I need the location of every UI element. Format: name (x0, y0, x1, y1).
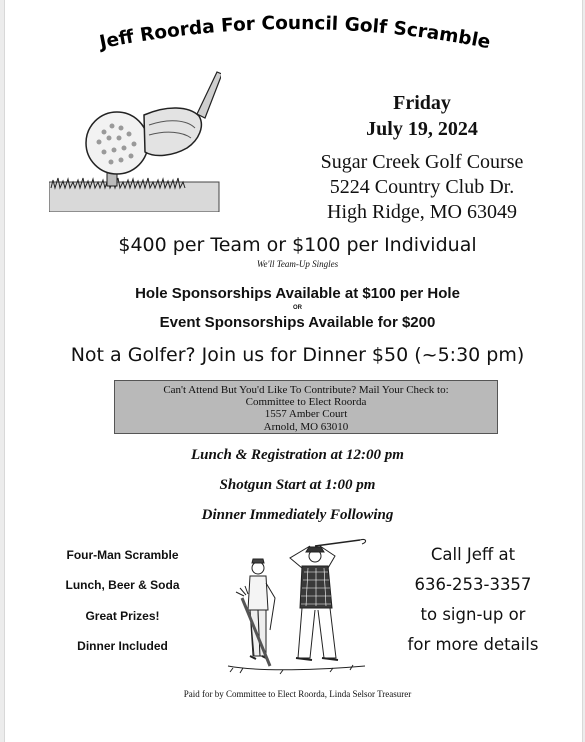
feature-item: Dinner Included (77, 639, 168, 653)
flyer-title (45, 6, 545, 66)
feature-item: Great Prizes! (85, 609, 160, 623)
dinner-offer: Not a Golfer? Join us for Dinner $50 (~5:30 pm) (70, 344, 525, 366)
golf-club-ball-illustration (49, 70, 221, 212)
flyer-title-text: Jeff Roorda For Council Golf Scramble (97, 12, 493, 54)
contribution-box (114, 380, 498, 434)
paid-for-disclaimer: Paid for by Committee to Elect Roorda, Linda Selsor Treasurer (183, 689, 412, 699)
event-details (287, 90, 557, 225)
hole-sponsorship: Hole Sponsorships Available at $100 per Hole (135, 285, 460, 302)
contribution-line1: Can't Attend But You'd Like To Contribute? Mail Your Check to: (163, 384, 449, 396)
contribution-line3: 1557 Amber Court (264, 408, 348, 421)
contact-line4: for more details (407, 635, 539, 654)
contribution-line4: Arnold, MO 63010 (263, 420, 349, 433)
event-day: Friday (393, 92, 451, 114)
feature-item: Four-Man Scramble (66, 548, 179, 562)
venue-name: Sugar Creek Golf Course (320, 151, 524, 173)
event-sponsorship: Event Sponsorships Available for $200 (159, 314, 436, 331)
venue-address-line1: 5224 Country Club Dr. (329, 176, 515, 198)
contribution-line2: Committee to Elect Roorda (245, 396, 367, 409)
contact-phone: 636-253-3357 (414, 575, 532, 594)
event-date: July 19, 2024 (366, 118, 478, 140)
schedule-lunch: Lunch & Registration at 12:00 pm (191, 447, 404, 463)
flyer-page (4, 0, 583, 742)
pricing-note: We'll Team-Up Singles (256, 259, 339, 269)
vintage-golfers-illustration (220, 538, 370, 688)
venue-address-line2: High Ridge, MO 63049 (327, 201, 517, 223)
schedule-dinner: Dinner Immediately Following (201, 507, 394, 523)
sponsorship-or: OR (293, 305, 302, 311)
schedule-shotgun: Shotgun Start at 1:00 pm (219, 477, 376, 493)
feature-item: Lunch, Beer & Soda (65, 578, 180, 592)
contact-line1: Call Jeff at (430, 545, 516, 564)
contact-line3: to sign-up or (420, 605, 526, 624)
pricing-text: $400 per Team or $100 per Individual (118, 234, 477, 256)
